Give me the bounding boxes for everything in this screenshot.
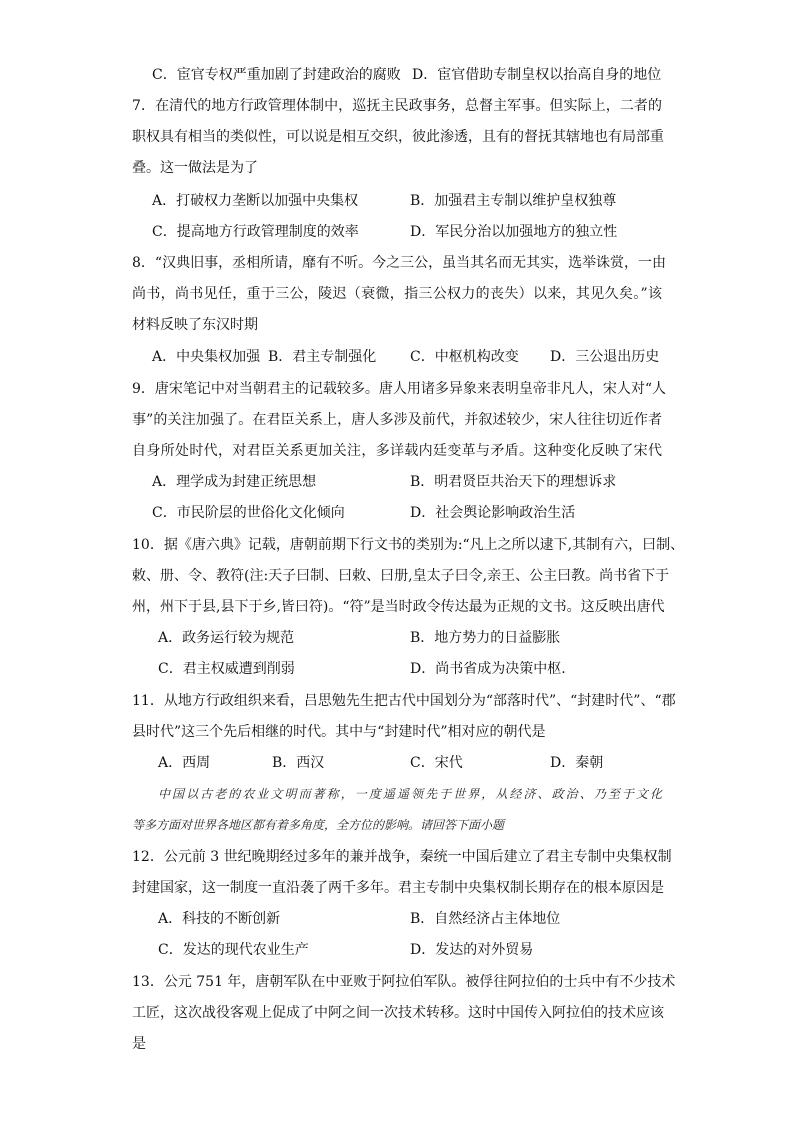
q9-stem-line: 事”的关注加强了。在君臣关系上，唐人多涉及前代，并叙述较少，宋人往往切近作者 (132, 412, 662, 428)
intro-line: 中国以古老的农业文明而著称，一度遥遥领先于世界，从经济、政治、乃至于文化 (158, 787, 662, 801)
q13-stem-line: 工匠，这次战役客观上促成了中阿之间一次技术转移。这时中国传入阿拉伯的技术应该 (132, 1005, 664, 1021)
q10-stem-line: 州，州下于县,县下于乡,皆曰符)。“符”是当时政令传达最为正规的文书。这反映出唐代 (132, 599, 665, 615)
q12-option-d: D．发达的对外贸易 (410, 942, 534, 958)
q7-option-b: B．加强君主专制以维护皇权独尊 (410, 193, 617, 209)
q7-option-c: C．提高地方行政管理制度的效率 (152, 224, 359, 240)
q9-option-c: C．市民阶层的世俗化文化倾向 (152, 505, 345, 521)
q11-option-c: C．宋代 (410, 755, 463, 771)
q11-option-b: B．西汉 (272, 755, 325, 771)
q10-option-a: A．政务运行较为规范 (158, 630, 295, 646)
q10-option-b: B．地方势力的日益膨胀 (410, 630, 561, 646)
intro-line: 等多方面对世界各地区都有着多角度，全方位的影响。请回答下面小题 (132, 818, 505, 832)
q7-option-d: D．军民分治以加强地方的独立性 (410, 224, 618, 240)
q7-stem-line: 叠。这一做法是为了 (132, 160, 258, 176)
q7-stem-line: 7．在清代的地方行政管理体制中，巡抚主民政事务，总督主军事。但实际上，二者的 (132, 98, 662, 114)
q6-option-c: C．宦官专权严重加剧了封建政治的腐败 (152, 67, 401, 83)
q12-option-a: A．科技的不断创新 (158, 911, 281, 927)
q8-stem-line: 材料反映了东汉时期 (132, 317, 258, 333)
q8-stem-line: 尚书，尚书见任，重于三公，陵迟（衰微，指三公权力的丧失）以来，其见久矣。”该 (132, 286, 662, 302)
q9-stem-line: 自身所处时代，对君臣关系更加关注，多详载内廷变革与矛盾。这种变化反映了宋代 (132, 443, 662, 459)
q10-stem-line: 敕、册、令、教符(注:天子曰制、曰敕、曰册,皇太子曰令,亲王、公主曰教。尚书省下于 (132, 568, 670, 584)
q10-stem-line: 10．据《唐六典》记载，唐朝前期下行文书的类别为:“凡上之所以逮下,其制有六，曰制、 (132, 537, 685, 553)
q11-stem-line: 县时代”这三个先后相继的时代。其中与“封建时代”相对应的朝代是 (132, 724, 546, 740)
q9-option-d: D．社会舆论影响政治生活 (410, 505, 576, 521)
q12-option-c: C．发达的现代农业生产 (158, 942, 309, 958)
q12-stem-line: 封建国家，这一制度一直沿袭了两千多年。君主专制中央集权制长期存在的根本原因是 (132, 880, 664, 896)
q13-stem-line: 13．公元 751 年，唐朝军队在中亚败于阿拉伯军队。被俘往阿拉伯的士兵中有不少技术 (132, 974, 676, 990)
q11-stem-line: 11．从地方行政组织来看，吕思勉先生把古代中国划分为“部落时代”、“封建时代”、“郡 (132, 693, 676, 709)
q8-option-c: C．中枢机构改变 (410, 349, 519, 365)
q8-stem-line: 8．“汉典旧事，丞相所请，靡有不听。今之三公，虽当其名而无其实，选举诛赏，一由 (132, 255, 667, 271)
q9-option-a: A．理学成为封建正统思想 (152, 474, 317, 490)
q8-option-b: B．君主专制强化 (268, 349, 377, 365)
q12-stem-line: 12．公元前 3 世纪晚期经过多年的兼并战争，秦统一中国后建立了君主专制中央集权制 (132, 849, 672, 865)
q10-option-c: C．君主权威遭到削弱 (158, 661, 295, 677)
q6-option-d: D．宦官借助专制皇权以抬高自身的地位 (412, 67, 662, 83)
q9-option-b: B．明君贤臣共治天下的理想诉求 (410, 474, 617, 490)
q9-stem-line: 9．唐宋笔记中对当朝君主的记载较多。唐人用诸多异象来表明皇帝非凡人，宋人对“人 (132, 381, 667, 397)
q10-option-d: D．尚书省成为决策中枢. (410, 661, 566, 677)
q7-option-a: A．打破权力垄断以加强中央集权 (152, 193, 359, 209)
q12-option-b: B．自然经济占主体地位 (410, 911, 561, 927)
q11-option-a: A．西周 (158, 755, 211, 771)
q11-option-d: D．秦朝 (550, 755, 604, 771)
q7-stem-line: 职权具有相当的类似性，可以说是相互交织，彼此渗透，且有的督抚其辖地也有局部重 (132, 129, 664, 145)
q8-option-a: A．中央集权加强 (152, 349, 261, 365)
q8-option-d: D．三公退出历史 (550, 349, 660, 365)
q13-stem-line: 是 (132, 1036, 146, 1052)
